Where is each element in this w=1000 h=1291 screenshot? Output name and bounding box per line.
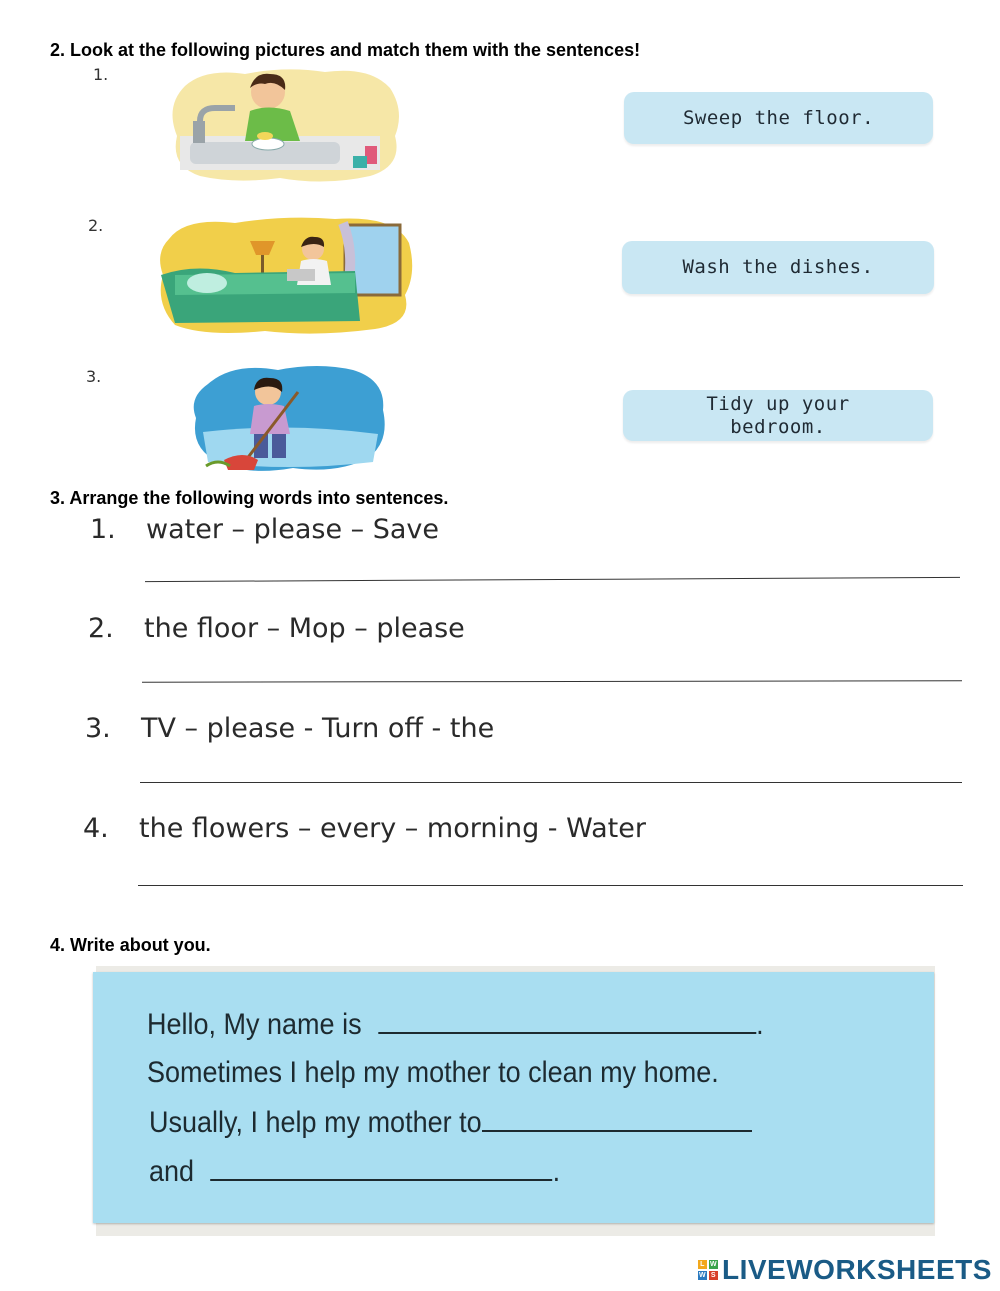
arrange-number: 1. [90, 514, 116, 545]
sentence-text: Sweep the floor. [682, 106, 875, 129]
sentence-text-line2: bedroom. [730, 415, 826, 438]
liveworksheets-brand [698, 1254, 992, 1286]
liveworksheets-logo-icon: L W W S [698, 1261, 718, 1279]
sentence-box-sweep-floor[interactable] [624, 92, 933, 144]
sentence-text: Wash the dishes. [682, 256, 874, 278]
arrange-number: 3. [85, 713, 111, 744]
usually-blank[interactable] [482, 1108, 752, 1132]
brand-text: LIVEWORKSHEETS [722, 1254, 992, 1285]
write-line-4 [149, 1155, 560, 1189]
arrange-item-4 [83, 813, 646, 844]
picture-number-3: 3. [86, 367, 102, 386]
section-4-heading: 4. Write about you. [50, 935, 211, 955]
section-2-heading: 2. Look at the following pictures and match them with the sentences! [50, 40, 641, 60]
answer-line-2[interactable] [142, 680, 962, 682]
name-blank[interactable] [378, 1010, 756, 1034]
picture-number-1: 1. [93, 65, 109, 84]
sentence-box-wash-dishes[interactable] [622, 241, 934, 294]
arrange-item-1 [90, 514, 439, 545]
arrange-number: 4. [83, 813, 109, 844]
and-blank[interactable] [211, 1157, 553, 1181]
picture-tidying-bedroom [155, 213, 415, 335]
arrange-item-2 [88, 613, 465, 644]
and-prompt: and [149, 1155, 195, 1188]
name-period: . [756, 1008, 764, 1041]
sentence-text-line1: Tidy up your [706, 392, 850, 415]
picture-sweeping-floor [188, 362, 388, 478]
name-prompt: Hello, My name is [147, 1008, 362, 1041]
arrange-number: 2. [88, 613, 114, 644]
sentence-box-tidy-bedroom[interactable] [623, 390, 933, 441]
arrange-words: water – please – Save [146, 514, 440, 545]
arrange-item-3 [85, 713, 494, 744]
arrange-words: the floor – Mop – please [144, 613, 465, 644]
answer-line-3[interactable] [140, 782, 962, 783]
write-about-you-box [93, 972, 934, 1223]
answer-line-4[interactable] [138, 885, 963, 886]
picture-number-2: 2. [88, 216, 104, 235]
arrange-words: TV – please - Turn off - the [141, 713, 495, 744]
answer-line-1[interactable] [145, 577, 960, 582]
usually-prompt: Usually, I help my mother to [149, 1106, 482, 1139]
picture-washing-dishes [165, 66, 405, 184]
arrange-words: the flowers – every – morning - Water [139, 813, 646, 844]
and-period: . [552, 1155, 561, 1188]
write-line-2: Sometimes I help my mother to clean my home. [147, 1056, 719, 1089]
section-3-heading: 3. Arrange the following words into sentences. [50, 488, 449, 508]
write-line-1 [147, 1008, 764, 1042]
write-line-3 [149, 1106, 752, 1140]
